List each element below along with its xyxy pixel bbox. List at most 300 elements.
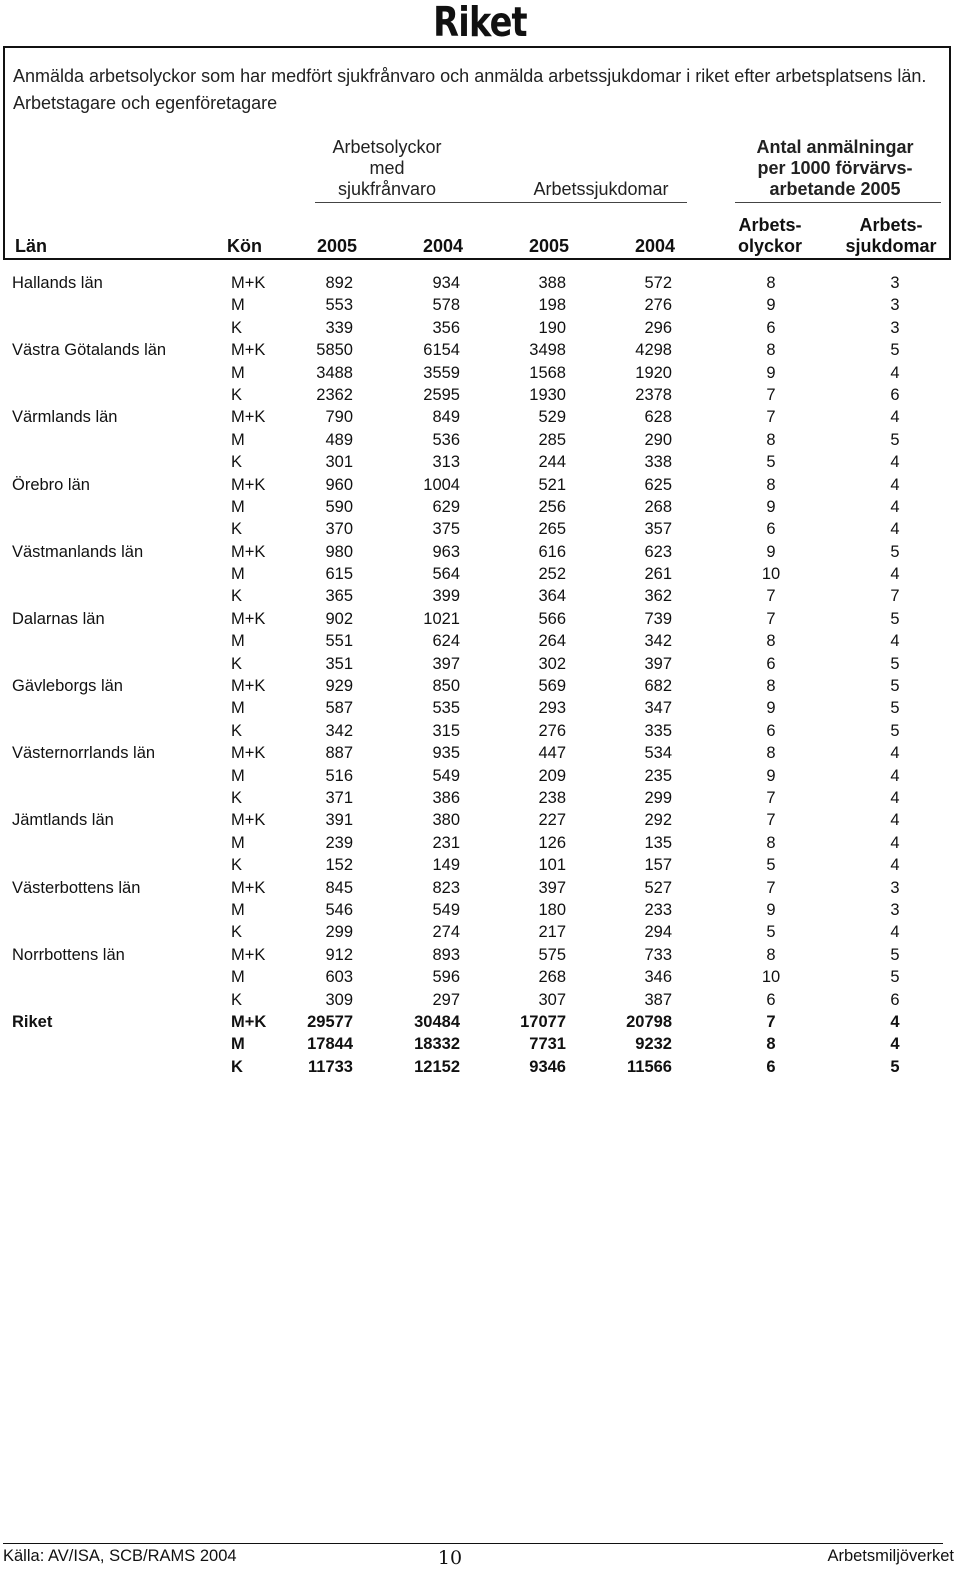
cell-rate-sjukdomar: 3 — [890, 274, 900, 292]
cell-lan: Värmlands län — [12, 408, 118, 427]
cell-rate-sjukdomar: 4 — [890, 744, 900, 763]
group-header-line: Antal anmälningar — [756, 137, 914, 157]
cell-kon: M+K — [231, 408, 266, 427]
cell-kon: K — [231, 654, 243, 673]
cell-kon: K — [231, 923, 243, 942]
cell-olyckor-2005: 615 — [325, 565, 353, 584]
source-note: Källa: AV/ISA, SCB/RAMS 2004 — [3, 1547, 237, 1565]
cell-sjukdomar-2004: 572 — [644, 274, 672, 292]
cell-olyckor-2004: 356 — [432, 318, 460, 337]
cell-sjukdomar-2004: 342 — [644, 632, 672, 651]
column-header-kon: Kön — [227, 236, 262, 256]
cell-olyckor-2005: 516 — [325, 766, 353, 785]
cell-sjukdomar-2005: 388 — [538, 274, 566, 292]
cell-rate-olyckor: 9 — [766, 900, 776, 919]
cell-sjukdomar-2005: 447 — [538, 744, 566, 763]
cell-rate-sjukdomar: 4 — [890, 408, 900, 427]
cell-sjukdomar-2004: 9232 — [635, 1035, 672, 1054]
cell-rate-olyckor: 7 — [766, 408, 776, 427]
cell-sjukdomar-2005: 3498 — [529, 341, 566, 360]
cell-sjukdomar-2004: 268 — [644, 497, 672, 516]
cell-olyckor-2005: 887 — [325, 744, 353, 763]
cell-sjukdomar-2004: 357 — [644, 520, 672, 539]
cell-olyckor-2005: 11733 — [308, 1057, 353, 1076]
cell-sjukdomar-2004: 346 — [644, 968, 672, 987]
cell-olyckor-2005: 29577 — [307, 1012, 353, 1031]
cell-olyckor-2005: 309 — [325, 990, 353, 1009]
cell-olyckor-2004: 386 — [432, 788, 460, 807]
cell-olyckor-2005: 489 — [325, 430, 353, 449]
table-row — [0, 406, 960, 428]
table-row — [0, 1033, 960, 1055]
cell-rate-sjukdomar: 4 — [890, 497, 900, 516]
cell-olyckor-2004: 1021 — [423, 609, 460, 628]
cell-rate-sjukdomar: 4 — [890, 453, 900, 472]
cell-olyckor-2005: 17844 — [307, 1035, 353, 1054]
cell-olyckor-2004: 578 — [432, 296, 460, 315]
cell-olyckor-2005: 239 — [325, 833, 353, 852]
cell-rate-olyckor: 7 — [766, 385, 776, 404]
cell-olyckor-2004: 2595 — [423, 385, 460, 404]
cell-sjukdomar-2004: 11566 — [627, 1057, 672, 1076]
cell-sjukdomar-2004: 276 — [644, 296, 672, 315]
cell-sjukdomar-2004: 292 — [644, 811, 672, 830]
cell-sjukdomar-2004: 628 — [644, 408, 672, 427]
cell-kon: M — [231, 632, 245, 651]
cell-rate-olyckor: 7 — [766, 587, 776, 606]
cell-olyckor-2005: 370 — [325, 520, 353, 539]
cell-sjukdomar-2005: 126 — [538, 833, 566, 852]
cell-olyckor-2005: 912 — [325, 945, 353, 964]
cell-rate-sjukdomar: 4 — [890, 811, 900, 830]
cell-rate-olyckor: 6 — [766, 318, 776, 337]
cell-rate-sjukdomar: 5 — [890, 968, 900, 987]
cell-sjukdomar-2004: 135 — [644, 833, 672, 852]
cell-sjukdomar-2005: 17077 — [520, 1012, 566, 1031]
cell-rate-sjukdomar: 5 — [890, 654, 900, 673]
cell-olyckor-2004: 297 — [432, 990, 460, 1009]
cell-sjukdomar-2004: 2378 — [635, 385, 672, 404]
table-row — [0, 742, 960, 764]
cell-sjukdomar-2004: 733 — [644, 945, 672, 964]
cell-rate-olyckor: 7 — [766, 1012, 776, 1031]
table-row — [0, 339, 960, 361]
cell-rate-olyckor: 8 — [766, 1035, 776, 1054]
cell-sjukdomar-2004: 347 — [644, 699, 672, 718]
cell-rate-sjukdomar: 4 — [890, 788, 900, 807]
cell-sjukdomar-2004: 157 — [644, 856, 672, 875]
table-row — [0, 630, 960, 652]
cell-olyckor-2004: 380 — [432, 811, 460, 830]
cell-kon: K — [231, 587, 243, 606]
group-rule-rates — [735, 202, 941, 203]
table-row — [0, 720, 960, 742]
table-row — [0, 518, 960, 540]
cell-rate-sjukdomar: 4 — [890, 565, 900, 584]
group-header-arbetssjukdomar: Arbetssjukdomar — [533, 179, 669, 199]
cell-rate-sjukdomar: 7 — [890, 587, 900, 606]
cell-rate-olyckor: 7 — [766, 788, 776, 807]
cell-olyckor-2004: 231 — [432, 833, 460, 852]
cell-rate-sjukdomar: 4 — [890, 1012, 900, 1031]
cell-rate-olyckor: 8 — [766, 632, 776, 651]
cell-olyckor-2005: 590 — [325, 497, 353, 516]
cell-olyckor-2004: 315 — [432, 721, 460, 740]
cell-olyckor-2005: 365 — [325, 587, 353, 606]
cell-olyckor-2004: 893 — [432, 945, 460, 964]
cell-sjukdomar-2005: 217 — [538, 923, 566, 942]
cell-lan: Västra Götalands län — [12, 341, 167, 360]
cell-kon: K — [231, 318, 243, 337]
cell-olyckor-2004: 18332 — [414, 1035, 460, 1054]
cell-lan: Gävleborgs län — [12, 677, 123, 696]
cell-sjukdomar-2005: 209 — [538, 766, 566, 785]
cell-sjukdomar-2005: 198 — [538, 296, 566, 315]
cell-rate-olyckor: 8 — [766, 341, 776, 360]
table-row — [0, 429, 960, 451]
column-header-line: Arbets- — [859, 215, 923, 235]
cell-olyckor-2004: 934 — [432, 274, 460, 292]
cell-sjukdomar-2005: 190 — [538, 318, 566, 337]
cell-kon: M+K — [231, 811, 266, 830]
column-header-2005-olyckor: 2005 — [316, 236, 357, 256]
cell-lan: Norrbottens län — [12, 945, 125, 964]
cell-kon: K — [231, 385, 243, 404]
table-row — [0, 1011, 960, 1033]
cell-sjukdomar-2005: 238 — [538, 788, 566, 807]
cell-kon: M+K — [231, 475, 266, 494]
cell-olyckor-2005: 342 — [325, 721, 353, 740]
cell-olyckor-2004: 624 — [432, 632, 460, 651]
cell-rate-sjukdomar: 3 — [890, 318, 900, 337]
group-header-arbetsolyckor — [318, 137, 456, 200]
cell-sjukdomar-2004: 362 — [644, 587, 672, 606]
column-header-rate-olyckor — [722, 215, 818, 257]
cell-rate-sjukdomar: 6 — [890, 990, 900, 1009]
cell-olyckor-2004: 274 — [432, 923, 460, 942]
cell-olyckor-2004: 963 — [432, 542, 460, 561]
cell-olyckor-2005: 553 — [325, 296, 353, 315]
cell-kon: M+K — [231, 945, 266, 964]
cell-rate-olyckor: 6 — [766, 520, 776, 539]
cell-sjukdomar-2004: 20798 — [626, 1012, 672, 1031]
cell-rate-sjukdomar: 3 — [890, 900, 900, 919]
cell-rate-olyckor: 10 — [761, 565, 781, 584]
cell-sjukdomar-2005: 529 — [538, 408, 566, 427]
cell-rate-olyckor: 7 — [766, 811, 776, 830]
cell-olyckor-2004: 399 — [432, 587, 460, 606]
cell-lan: Jämtlands län — [12, 811, 114, 830]
cell-lan: Västernorrlands län — [12, 744, 156, 763]
table-row — [0, 787, 960, 809]
cell-sjukdomar-2005: 101 — [538, 856, 566, 875]
cell-sjukdomar-2004: 299 — [644, 788, 672, 807]
cell-olyckor-2005: 301 — [325, 453, 353, 472]
cell-olyckor-2005: 3488 — [316, 363, 353, 382]
group-header-line: per 1000 förvärvs- — [757, 158, 913, 178]
cell-rate-sjukdomar: 4 — [890, 923, 900, 942]
cell-lan: Riket — [12, 1012, 53, 1031]
cell-kon: K — [231, 788, 243, 807]
cell-lan: Västmanlands län — [12, 542, 144, 561]
cell-rate-sjukdomar: 4 — [890, 766, 900, 785]
cell-sjukdomar-2005: 307 — [538, 990, 566, 1009]
cell-sjukdomar-2004: 335 — [644, 721, 672, 740]
cell-rate-olyckor: 10 — [761, 968, 781, 987]
cell-olyckor-2005: 2362 — [316, 385, 353, 404]
cell-olyckor-2004: 823 — [432, 878, 460, 897]
cell-kon: M+K — [231, 341, 266, 360]
cell-kon: M+K — [231, 677, 266, 696]
cell-kon: M — [231, 296, 245, 315]
cell-kon: K — [231, 856, 243, 875]
cell-rate-sjukdomar: 4 — [890, 1035, 900, 1054]
cell-kon: M — [231, 1035, 245, 1054]
cell-sjukdomar-2005: 256 — [538, 497, 566, 516]
cell-sjukdomar-2004: 1920 — [635, 363, 672, 382]
cell-kon: M — [231, 699, 245, 718]
cell-kon: M — [231, 968, 245, 987]
cell-kon: M — [231, 766, 245, 785]
cell-sjukdomar-2004: 261 — [644, 565, 672, 584]
cell-sjukdomar-2005: 566 — [538, 609, 566, 628]
cell-rate-sjukdomar: 3 — [890, 878, 900, 897]
cell-rate-olyckor: 9 — [766, 296, 776, 315]
cell-sjukdomar-2004: 338 — [644, 453, 672, 472]
cell-lan: Dalarnas län — [12, 609, 105, 628]
cell-sjukdomar-2004: 4298 — [635, 341, 672, 360]
table-caption: Anmälda arbetsolyckor som har medfört sjukfrånvaro och anmälda arbetssjukdomar i riket efter arbetsplatsens län. Arbetstagare och egenföretagare — [13, 66, 927, 113]
cell-rate-olyckor: 6 — [766, 990, 776, 1009]
page-title: Riket — [433, 0, 527, 46]
cell-rate-olyckor: 8 — [766, 945, 776, 964]
cell-sjukdomar-2004: 233 — [644, 900, 672, 919]
cell-olyckor-2004: 536 — [432, 430, 460, 449]
cell-sjukdomar-2005: 569 — [538, 677, 566, 696]
cell-sjukdomar-2005: 285 — [538, 430, 566, 449]
cell-olyckor-2005: 960 — [325, 475, 353, 494]
column-header-line: Arbets- — [738, 215, 802, 235]
cell-sjukdomar-2004: 290 — [644, 430, 672, 449]
cell-olyckor-2004: 935 — [432, 744, 460, 763]
cell-kon: K — [231, 453, 243, 472]
cell-olyckor-2005: 152 — [325, 856, 353, 875]
cell-olyckor-2005: 845 — [325, 878, 353, 897]
cell-rate-olyckor: 9 — [766, 497, 776, 516]
table-row — [0, 362, 960, 384]
cell-sjukdomar-2005: 265 — [538, 520, 566, 539]
cell-sjukdomar-2004: 739 — [644, 609, 672, 628]
cell-olyckor-2005: 892 — [325, 274, 353, 292]
cell-olyckor-2005: 929 — [325, 677, 353, 696]
footer-rule — [3, 1543, 943, 1544]
cell-olyckor-2005: 551 — [325, 632, 353, 651]
cell-olyckor-2004: 6154 — [423, 341, 460, 360]
cell-sjukdomar-2005: 1930 — [529, 385, 566, 404]
cell-sjukdomar-2005: 244 — [538, 453, 566, 472]
cell-rate-olyckor: 6 — [766, 1057, 776, 1076]
cell-kon: M — [231, 900, 245, 919]
column-header-2005-sjukdomar: 2005 — [528, 236, 569, 256]
table-row — [0, 563, 960, 585]
table-row — [0, 294, 960, 316]
cell-rate-sjukdomar: 5 — [890, 341, 900, 360]
table-body — [0, 272, 960, 1078]
cell-rate-olyckor: 5 — [766, 856, 776, 875]
cell-olyckor-2004: 3559 — [423, 363, 460, 382]
cell-olyckor-2004: 629 — [432, 497, 460, 516]
cell-kon: K — [231, 520, 243, 539]
column-header-2004-olyckor: 2004 — [422, 236, 463, 256]
cell-rate-sjukdomar: 4 — [890, 833, 900, 852]
cell-olyckor-2005: 980 — [325, 542, 353, 561]
cell-rate-olyckor: 9 — [766, 542, 776, 561]
cell-rate-olyckor: 9 — [766, 766, 776, 785]
cell-rate-olyckor: 8 — [766, 744, 776, 763]
cell-olyckor-2004: 149 — [432, 856, 460, 875]
column-header-rate-sjukdomar — [836, 215, 946, 257]
cell-olyckor-2004: 849 — [432, 408, 460, 427]
group-header-line: Arbetsolyckor — [332, 137, 442, 157]
table-row — [0, 832, 960, 854]
cell-kon: K — [231, 990, 243, 1009]
cell-rate-sjukdomar: 5 — [890, 1057, 900, 1076]
cell-rate-sjukdomar: 3 — [890, 296, 900, 315]
cell-sjukdomar-2005: 252 — [538, 565, 566, 584]
cell-rate-sjukdomar: 5 — [890, 699, 900, 718]
table-row — [0, 765, 960, 787]
cell-olyckor-2004: 549 — [432, 766, 460, 785]
cell-rate-olyckor: 6 — [766, 654, 776, 673]
cell-olyckor-2004: 549 — [432, 900, 460, 919]
table-row — [0, 496, 960, 518]
cell-sjukdomar-2004: 682 — [644, 677, 672, 696]
cell-kon: M — [231, 833, 245, 852]
cell-sjukdomar-2004: 294 — [644, 923, 672, 942]
cell-rate-olyckor: 6 — [766, 721, 776, 740]
cell-olyckor-2004: 313 — [432, 453, 460, 472]
group-rule-arbetsolyckor — [315, 202, 687, 203]
cell-olyckor-2005: 603 — [325, 968, 353, 987]
cell-olyckor-2005: 902 — [325, 609, 353, 628]
cell-rate-sjukdomar: 5 — [890, 721, 900, 740]
table-row — [0, 608, 960, 630]
cell-olyckor-2005: 339 — [325, 318, 353, 337]
group-header-line: arbetande 2005 — [769, 179, 901, 199]
cell-olyckor-2004: 596 — [432, 968, 460, 987]
cell-rate-sjukdomar: 4 — [890, 856, 900, 875]
table-row — [0, 854, 960, 876]
cell-lan: Västerbottens län — [12, 878, 141, 897]
cell-kon: M+K — [231, 609, 266, 628]
cell-sjukdomar-2005: 227 — [538, 811, 566, 830]
cell-rate-olyckor: 8 — [766, 430, 776, 449]
table-row — [0, 317, 960, 339]
cell-kon: K — [231, 1057, 243, 1076]
cell-sjukdomar-2004: 534 — [644, 744, 672, 763]
table-row — [0, 697, 960, 719]
cell-kon: M — [231, 565, 245, 584]
cell-kon: M — [231, 363, 245, 382]
cell-olyckor-2004: 850 — [432, 677, 460, 696]
table-row — [0, 921, 960, 943]
cell-sjukdomar-2004: 397 — [644, 654, 672, 673]
cell-olyckor-2004: 564 — [432, 565, 460, 584]
cell-sjukdomar-2005: 180 — [538, 900, 566, 919]
cell-olyckor-2005: 546 — [325, 900, 353, 919]
cell-sjukdomar-2005: 293 — [538, 699, 566, 718]
table-row — [0, 966, 960, 988]
table-row — [0, 899, 960, 921]
cell-olyckor-2005: 299 — [325, 923, 353, 942]
group-header-rates — [735, 137, 935, 200]
cell-rate-olyckor: 8 — [766, 274, 776, 292]
cell-sjukdomar-2004: 527 — [644, 878, 672, 897]
cell-olyckor-2005: 351 — [325, 654, 353, 673]
cell-sjukdomar-2005: 575 — [538, 945, 566, 964]
cell-rate-olyckor: 7 — [766, 609, 776, 628]
cell-sjukdomar-2004: 623 — [644, 542, 672, 561]
cell-sjukdomar-2004: 235 — [644, 766, 672, 785]
cell-kon: M+K — [231, 744, 266, 763]
column-header-2004-sjukdomar: 2004 — [634, 236, 675, 256]
cell-olyckor-2004: 535 — [432, 699, 460, 718]
cell-rate-sjukdomar: 5 — [890, 609, 900, 628]
table-row — [0, 541, 960, 563]
column-header-line: sjukdomar — [845, 236, 937, 256]
cell-rate-olyckor: 5 — [766, 453, 776, 472]
cell-rate-sjukdomar: 5 — [890, 542, 900, 561]
cell-sjukdomar-2005: 302 — [538, 654, 566, 673]
cell-rate-olyckor: 8 — [766, 833, 776, 852]
table-row — [0, 384, 960, 406]
cell-kon: M+K — [231, 274, 266, 292]
table-row — [0, 675, 960, 697]
cell-rate-sjukdomar: 5 — [890, 677, 900, 696]
cell-olyckor-2004: 397 — [432, 654, 460, 673]
cell-rate-sjukdomar: 6 — [890, 385, 900, 404]
table-row — [0, 1056, 960, 1078]
cell-olyckor-2005: 790 — [325, 408, 353, 427]
cell-olyckor-2005: 587 — [325, 699, 353, 718]
cell-olyckor-2005: 371 — [325, 788, 353, 807]
cell-sjukdomar-2005: 268 — [538, 968, 566, 987]
cell-sjukdomar-2005: 397 — [538, 878, 566, 897]
cell-lan: Hallands län — [12, 274, 103, 292]
cell-rate-sjukdomar: 4 — [890, 632, 900, 651]
cell-rate-olyckor: 7 — [766, 878, 776, 897]
page-number: 10 — [437, 1547, 463, 1569]
cell-rate-sjukdomar: 5 — [890, 945, 900, 964]
cell-rate-olyckor: 5 — [766, 923, 776, 942]
cell-olyckor-2004: 30484 — [414, 1012, 460, 1031]
cell-kon: M+K — [231, 542, 266, 561]
table-row — [0, 944, 960, 966]
cell-rate-sjukdomar: 5 — [890, 430, 900, 449]
cell-rate-olyckor: 9 — [766, 699, 776, 718]
table-row — [0, 451, 960, 473]
cell-olyckor-2005: 391 — [325, 811, 353, 830]
cell-kon: M+K — [231, 1012, 267, 1031]
cell-sjukdomar-2005: 616 — [538, 542, 566, 561]
group-header-line: med — [369, 158, 405, 178]
cell-sjukdomar-2004: 387 — [644, 990, 672, 1009]
cell-rate-sjukdomar: 4 — [890, 475, 900, 494]
table-row — [0, 653, 960, 675]
cell-kon: M — [231, 497, 245, 516]
cell-kon: M+K — [231, 878, 266, 897]
cell-sjukdomar-2005: 1568 — [529, 363, 566, 382]
